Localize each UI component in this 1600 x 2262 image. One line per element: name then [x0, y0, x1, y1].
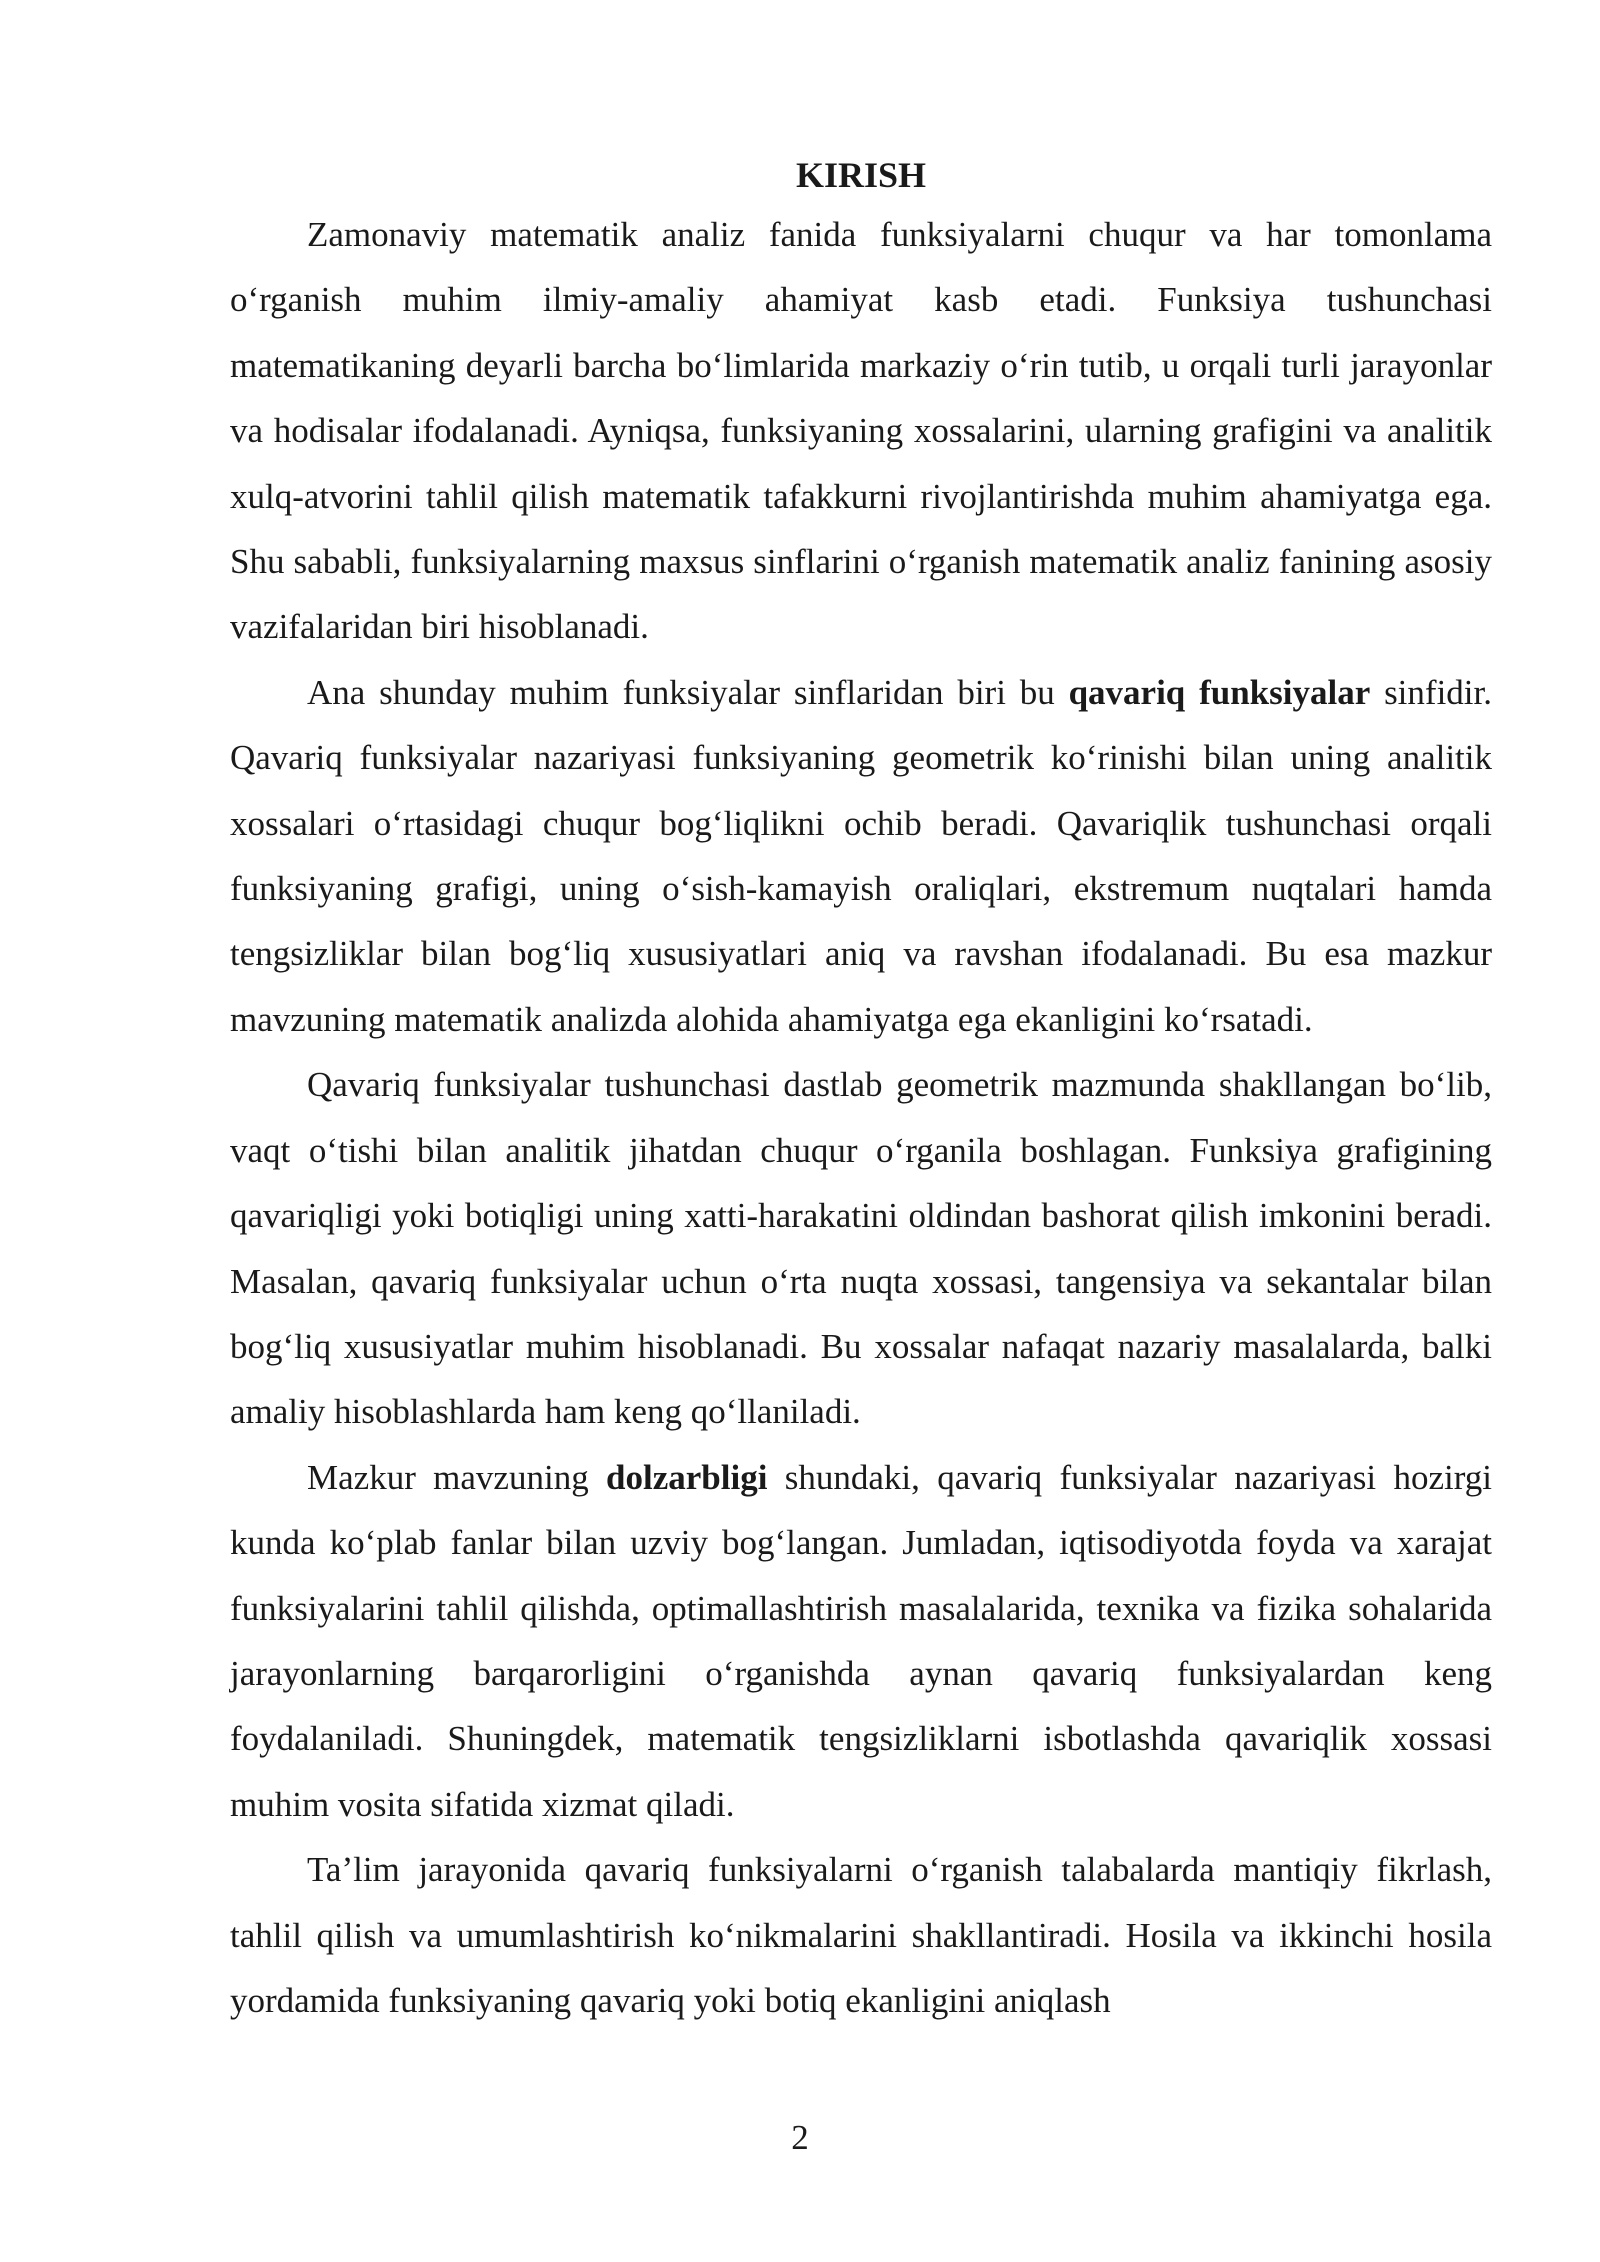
bold-term-qavariq-funksiyalar: qavariq funksiyalar [1068, 672, 1371, 712]
document-page [230, 150, 1492, 2033]
paragraph-text: shundaki, qavariq funksiyalar nazariyasi hozirgi kunda koʻplab fanlar bilan uzviy bogʻlangan. Jumladan, iqtisodiyotda foyda va xarajat funksiyalarini tahlil qilishda, optimallashtirish masalalarida, texnika va fizika sohalarida jarayonlarning barqarorligini oʻrganishda aynan qavariq funksiyalardan keng foydalaniladi. Shuningdek, matematik tengsizliklarni isbotlashda qavariqlik xossasi muhim vosita sifatida xizmat qiladi. [230, 1457, 1492, 1824]
bold-term-dolzarbligi: dolzarbligi [606, 1457, 768, 1497]
paragraph-text: Qavariq funksiyalar tushunchasi dastlab geometrik mazmunda shakllangan boʻlib, vaqt oʻtishi bilan analitik jihatdan chuqur oʻrganila boshlagan. Funksiya grafigining qavariqligi yoki botiqligi uning xatti-harakatini oldindan bashorat qilish imkonini beradi. Masalan, qavariq funksiyalar uchun oʻrta nuqta xossasi, tangensiya va sekantalar bilan bogʻliq xususiyatlar muhim hisoblanadi. Bu xossalar nafaqat nazariy masalalarda, balki amaliy hisoblashlarda ham keng qoʻllaniladi. [230, 1065, 1492, 1432]
paragraph-text: Zamonaviy matematik analiz fanida funksiyalarni chuqur va har tomonlama oʻrganish muhim ilmiy-amaliy ahamiyat kasb etadi. Funksiya tushunchasi matematikaning deyarli barcha boʻlimlarida markaziy oʻrin tutib, u orqali turli jarayonlar va hodisalar ifodalanadi. Ayniqsa, funksiyaning xossalarini, ularning grafigini va analitik xulq-atvorini tahlil qilish matematik tafakkurni rivojlantirishda muhim ahamiyatga ega. Shu sababli, funksiyalarning maxsus sinflarini oʻrganish matematik analiz fanining asosiy vazifalaridan biri hisoblanadi. [230, 215, 1492, 647]
paragraph-text: Ana shunday muhim funksiyalar sinflaridan biri bu [307, 672, 1069, 712]
paragraph-5 [230, 1837, 1492, 2033]
paragraph-4 [230, 1445, 1492, 1837]
paragraph-text: Taʼlim jarayonida qavariq funksiyalarni oʻrganish talabalarda mantiqiy fikrlash, tahlil qilish va umumlashtirish koʻnikmalarini shakllantiradi. Hosila va ikkinchi hosila yordamida funksiyaning qavariq yoki botiq ekanligini aniqlash [230, 1850, 1492, 2020]
paragraph-2 [230, 660, 1492, 1052]
paragraph-3 [230, 1052, 1492, 1444]
section-heading: KIRISH [795, 155, 927, 195]
page-number: 2 [791, 2118, 809, 2157]
paragraph-text: Mazkur mavzuning [307, 1457, 607, 1497]
paragraph-1 [230, 202, 1492, 660]
paragraph-text: sinfidir. Qavariq funksiyalar nazariyasi funksiyaning geometrik koʻrinishi bilan uning analitik xossalari oʻrtasidagi chuqur bogʻliqlikni ochib beradi. Qavariqlik tushunchasi orqali funksiyaning grafigi, uning oʻsish-kamayish oraliqlari, ekstremum nuqtalari hamda tengsizliklar bilan bogʻliq xususiyatlari aniq va ravshan ifodalanadi. Bu esa mazkur mavzuning matematik analizda alohida ahamiyatga ega ekanligini koʻrsatadi. [230, 672, 1492, 1039]
